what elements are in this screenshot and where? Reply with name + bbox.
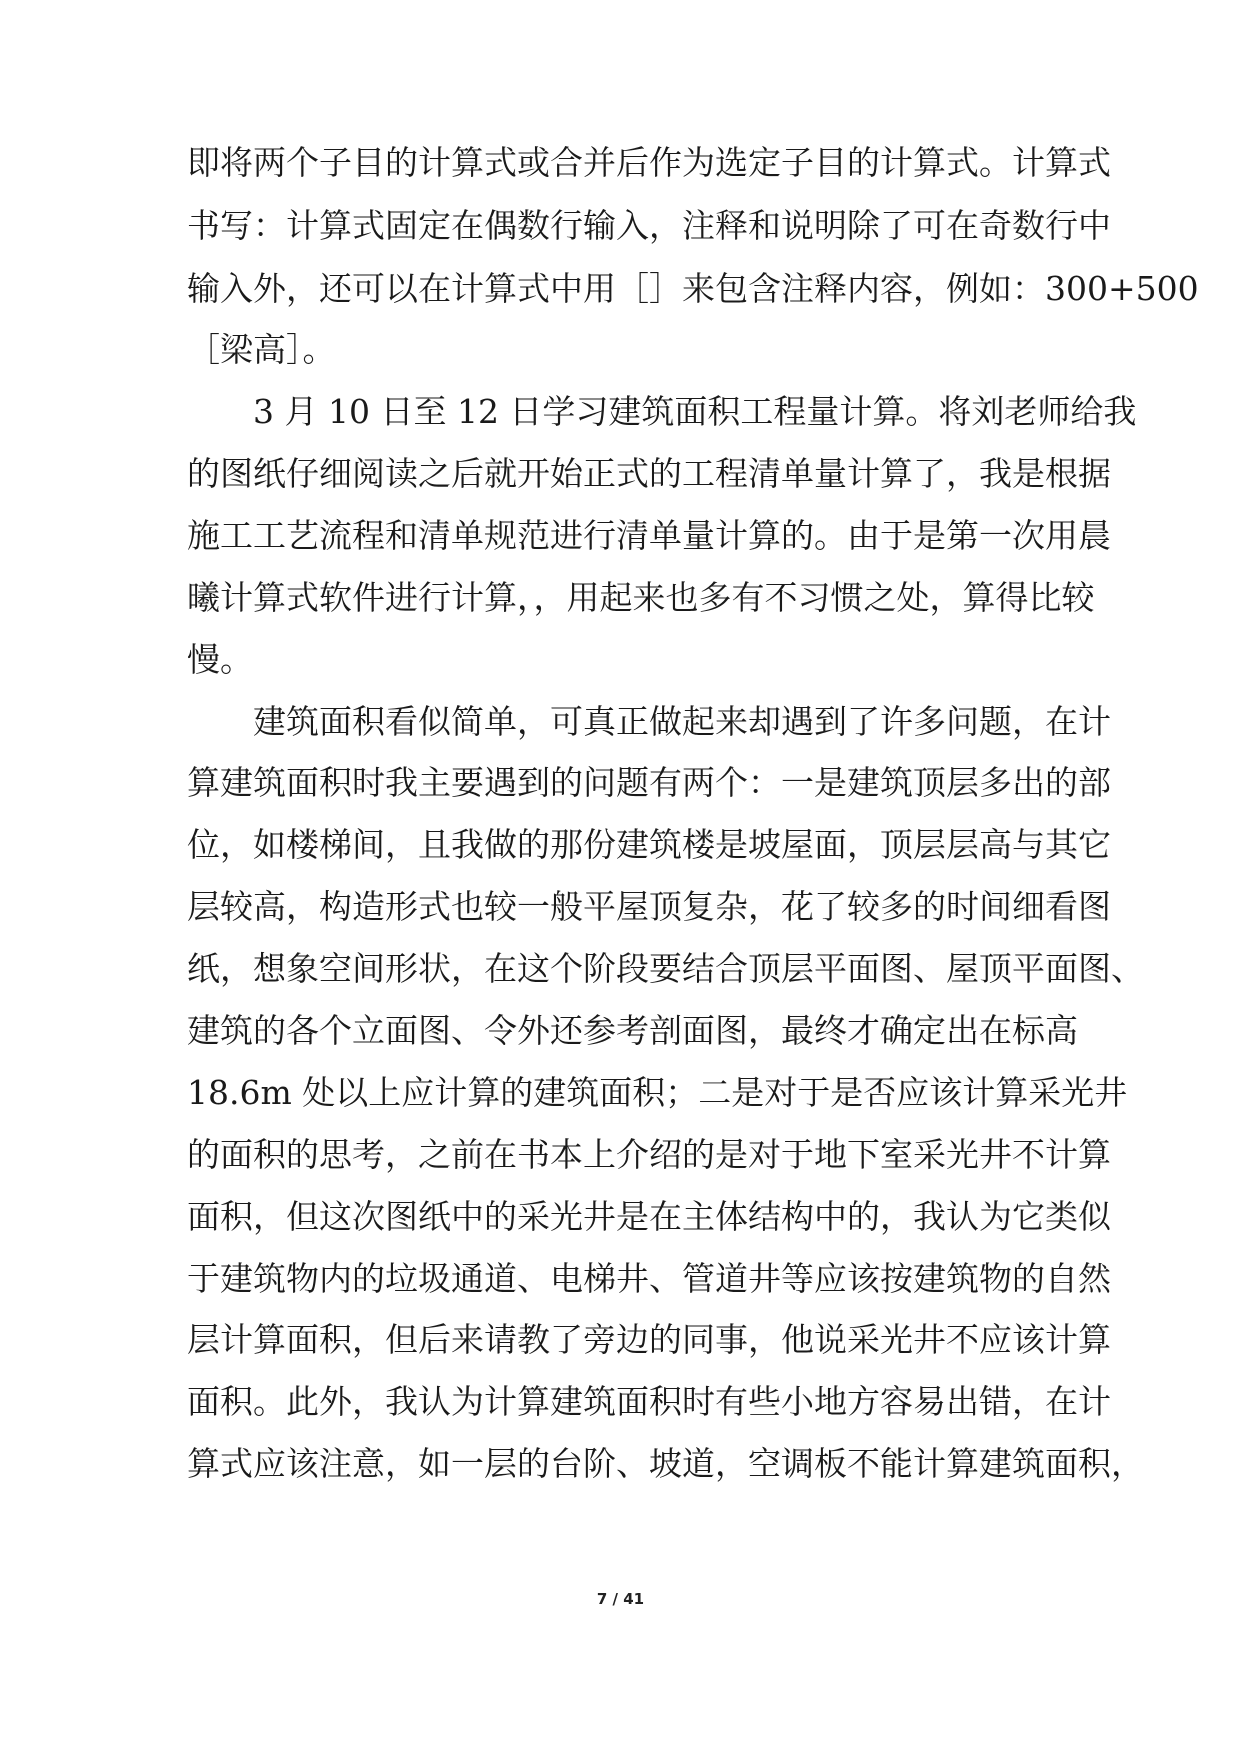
text-line: 纸，想象空间形状，在这个阶段要结合顶层平面图、屋顶平面图、 — [187, 949, 1144, 988]
text-line: ［梁高］。 — [187, 330, 336, 369]
text-line: 位，如楼梯间，且我做的那份建筑楼是坡屋面，顶层层高与其它 — [187, 825, 1111, 864]
text-line: 输入外，还可以在计算式中用［］来包含注释内容，例如：300+500 — [187, 269, 1199, 308]
text-line: 建筑的各个立面图、令外还参考剖面图，最终才确定出在标高 — [187, 1011, 1078, 1050]
text-line: 于建筑物内的垃圾通道、电梯井、管道井等应该按建筑物的自然 — [187, 1259, 1111, 1298]
text-line: 书写：计算式固定在偶数行输入，注释和说明除了可在奇数行中 — [187, 206, 1111, 245]
page-number: 7 / 41 — [596, 1590, 645, 1608]
text-line: 即将两个子目的计算式或合并后作为选定子目的计算式。计算式 — [187, 143, 1111, 182]
text-line: 层计算面积，但后来请教了旁边的同事，他说采光井不应该计算 — [187, 1320, 1111, 1359]
text-line: 面积，但这次图纸中的采光井是在主体结构中的，我认为它类似 — [187, 1197, 1111, 1236]
text-line: 算式应该注意，如一层的台阶、坡道，空调板不能计算建筑面积， — [187, 1444, 1144, 1483]
text-line: 层较高，构造形式也较一般平屋顶复杂，花了较多的时间细看图 — [187, 887, 1111, 926]
paragraph-first-line: 3 月 10 日至 12 日学习建筑面积工程量计算。将刘老师给我 — [253, 392, 1137, 431]
paragraph-first-line: 建筑面积看似简单，可真正做起来却遇到了许多问题，在计 — [253, 702, 1111, 741]
text-line: 面积。此外，我认为计算建筑面积时有些小地方容易出错，在计 — [187, 1382, 1111, 1421]
text-line: 曦计算式软件进行计算，，用起来也多有不习惯之处，算得比较 — [187, 578, 1095, 617]
text-line: 的图纸仔细阅读之后就开始正式的工程清单量计算了，我是根据 — [187, 454, 1111, 493]
text-line: 18.6m 处以上应计算的建筑面积；二是对于是否应该计算采光井 — [187, 1073, 1128, 1112]
text-line: 慢。 — [187, 640, 253, 679]
text-line: 算建筑面积时我主要遇到的问题有两个：一是建筑顶层多出的部 — [187, 763, 1111, 802]
text-line: 的面积的思考，之前在书本上介绍的是对于地下室采光井不计算 — [187, 1135, 1111, 1174]
text-line: 施工工艺流程和清单规范进行清单量计算的。由于是第一次用晨 — [187, 516, 1111, 555]
